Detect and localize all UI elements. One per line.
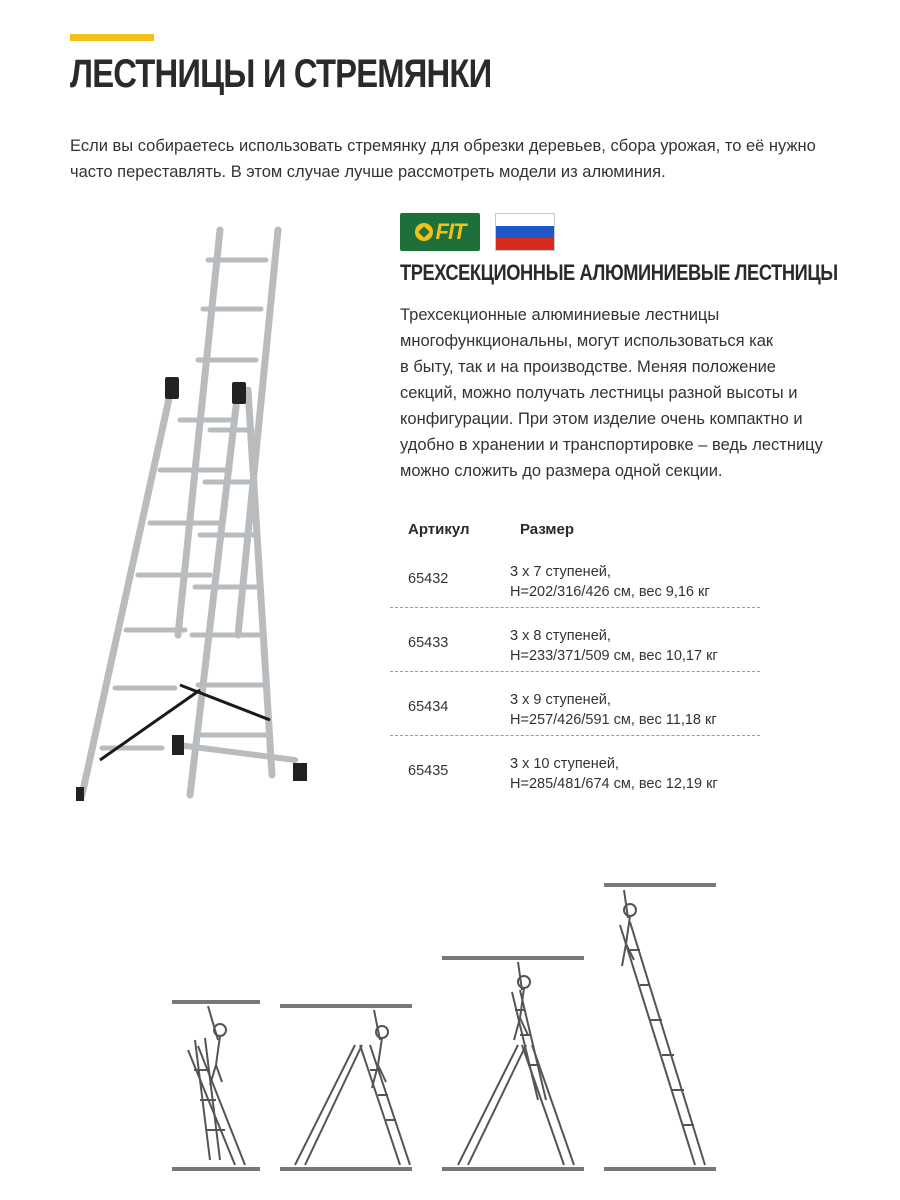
fit-logo-text: FIT	[435, 219, 466, 244]
fit-logo-icon	[415, 223, 433, 241]
usage-config-3	[442, 958, 584, 1169]
usage-config-2	[280, 1006, 412, 1169]
title-accent-bar	[70, 34, 154, 41]
russian-flag-icon	[495, 213, 555, 251]
article-cell: 65434	[408, 699, 449, 715]
usage-config-4	[604, 885, 716, 1169]
size-cell: 3 х 8 ступеней, Н=233/371/509 см, вес 10,17 кг	[510, 628, 718, 664]
fit-logo	[400, 213, 480, 251]
header-size: Размер	[520, 520, 575, 538]
usage-config-1	[172, 1002, 260, 1169]
size-cell: 3 х 9 ступеней, Н=257/426/591 см, вес 11,18 кг	[510, 692, 717, 728]
table-row	[390, 736, 760, 800]
intro-paragraph: Если вы собираетесь использовать стремянку для обрезки деревьев, сбора урожая, то её нужно часто переставлять. В этом случае лучше рассмотреть модели из алюминия.	[70, 137, 816, 181]
article-cell: 65433	[408, 635, 449, 651]
flag-stripe-blue	[496, 226, 554, 238]
flag-stripe-red	[496, 238, 554, 250]
flag-stripe-white	[496, 214, 554, 226]
header-article: Артикул	[408, 520, 470, 538]
section-title: ТРЕХСЕКЦИОННЫЕ АЛЮМИНИЕВЫЕ ЛЕСТНИЦЫ	[400, 260, 838, 285]
page-title: ЛЕСТНИЦЫ И СТРЕМЯНКИ	[70, 52, 492, 96]
spec-table-header	[390, 514, 760, 544]
size-cell: 3 х 10 ступеней, Н=285/481/674 см, вес 12,19 кг	[510, 756, 718, 792]
article-cell: 65432	[408, 571, 449, 587]
table-row	[390, 544, 760, 608]
spec-table	[390, 514, 760, 800]
usage-illustrations	[150, 860, 770, 1190]
ladder-photo	[60, 215, 360, 815]
table-row	[390, 672, 760, 736]
product-description: Трехсекционные алюминиевые лестницы многофункциональны, могут использоваться как в быту, так и на производстве. Меняя положение секций, можно получать лестницы разной высоты и конфигурации. При этом изделие очень компактно и удобно в хранении и транспортировке – ведь лестницу можно сложить до размера одной секции.	[400, 306, 823, 480]
brand-logos	[400, 213, 555, 251]
table-row	[390, 608, 760, 672]
size-cell: 3 х 7 ступеней, Н=202/316/426 см, вес 9,16 кг	[510, 564, 710, 600]
article-cell: 65435	[408, 763, 449, 779]
